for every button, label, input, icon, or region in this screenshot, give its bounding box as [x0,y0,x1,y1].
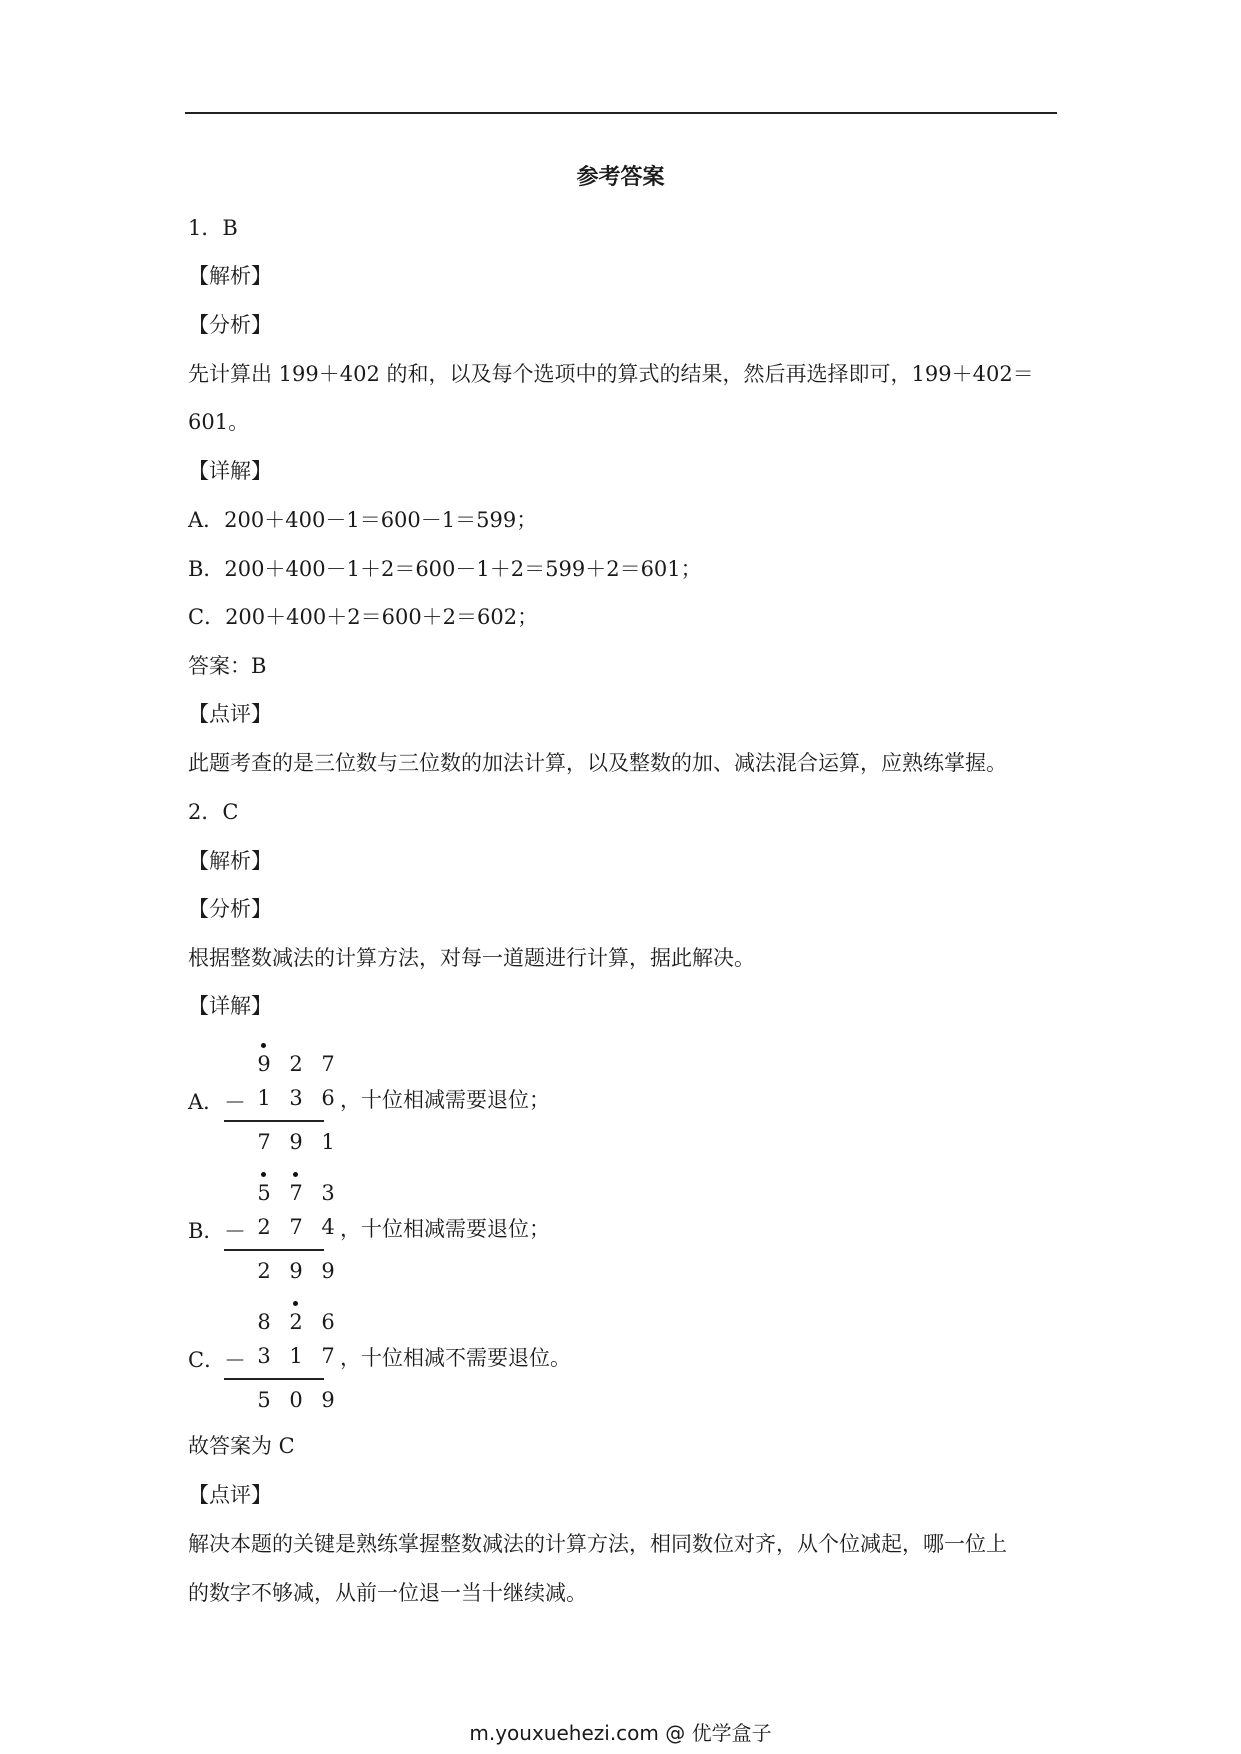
q1-analysis-line-1: 先计算出 199＋402 的和，以及每个选项中的算式的结果，然后再选择即可，199＋402＝ [188,362,1034,386]
calc-a-difference [248,1130,344,1154]
calc-a-label: A． [188,1090,225,1114]
q1-final-answer: 答案：B [188,654,267,678]
digit: 7 [321,1344,335,1368]
digit: 1 [257,1086,271,1110]
calc-c-note: ，十位相减不需要退位。 [340,1346,571,1370]
borrow-dot-digit: 2 [280,1310,312,1334]
q1-dianping-heading: 【点评】 [188,702,272,726]
calc-b-minuend [248,1181,344,1205]
digit: 2 [257,1259,271,1283]
digit: 5 [257,1388,271,1412]
calc-c-label: C． [188,1348,226,1372]
digit: 1 [289,1344,303,1368]
digit: 4 [321,1215,335,1239]
calc-c-minuend [248,1310,344,1334]
calc-a-minuend [248,1052,344,1076]
digit: 6 [321,1086,335,1110]
q1-jiexi-heading: 【解析】 [188,264,272,288]
q2-dianping-heading: 【点评】 [188,1483,272,1507]
calc-c-subtrahend [248,1344,344,1368]
digit: 3 [257,1344,271,1368]
calc-c-result-line [224,1378,324,1380]
digit: 1 [321,1130,335,1154]
q1-detail-a: A．200＋400－1＝600－1＝599； [188,508,538,532]
site-footer: m.youxuehezi.com @ 优学盒子 [469,1721,772,1745]
calc-a-result-line [224,1120,324,1122]
digit: 6 [321,1310,335,1334]
q1-analysis-line-2: 601。 [188,410,250,434]
calc-b-subtrahend [248,1215,344,1239]
q1-xiangjie-heading: 【详解】 [188,459,272,483]
minus-sign: － [224,1091,247,1116]
q1-fenxi-heading: 【分析】 [188,313,272,337]
digit: 2 [257,1215,271,1239]
calc-a-subtrahend [248,1086,344,1110]
q1-comment: 此题考查的是三位数与三位数的加法计算，以及整数的加、减法混合运算，应熟练掌握。 [188,751,1007,775]
vertical-calc-b [188,1177,688,1297]
q2-final-answer: 故答案为 C [188,1434,295,1458]
q1-detail-c: C．200＋400＋2＝600＋2＝602； [188,605,539,629]
calc-c-difference [248,1388,344,1412]
calc-b-difference [248,1259,344,1283]
digit: 9 [321,1259,335,1283]
digit: 9 [289,1130,303,1154]
vertical-calc-a [188,1048,688,1168]
q2-comment-line-1: 解决本题的关键是熟练掌握整数减法的计算方法，相同数位对齐，从个位减起，哪一位上 [188,1532,1007,1556]
borrow-dot-digit: 5 [248,1181,280,1205]
digit: 3 [321,1181,335,1205]
calc-b-note: ，十位相减需要退位； [340,1217,550,1241]
q2-jiexi-heading: 【解析】 [188,849,272,873]
q2-analysis: 根据整数减法的计算方法，对每一道题进行计算，据此解决。 [188,946,755,970]
digit: 9 [321,1388,335,1412]
digit: 7 [257,1130,271,1154]
borrow-dot-digit: 7 [280,1181,312,1205]
q1-detail-b: B．200＋400－1＋2＝600－1＋2＝599＋2＝601； [188,557,702,581]
digit: 2 [289,1052,303,1076]
digit: 3 [289,1086,303,1110]
q2-comment-line-2: 的数字不够减，从前一位退一当十继续减。 [188,1581,587,1605]
header-rule [185,112,1057,114]
minus-sign: － [224,1220,247,1245]
minus-sign: － [224,1349,247,1374]
q1-answer: 1．B [188,216,238,240]
q2-fenxi-heading: 【分析】 [188,897,272,921]
digit: 8 [257,1310,271,1334]
q2-xiangjie-heading: 【详解】 [188,994,272,1018]
digit: 7 [289,1215,303,1239]
digit: 7 [321,1052,335,1076]
q2-answer: 2．C [188,800,239,824]
vertical-calc-c [188,1306,688,1426]
calc-b-result-line [224,1249,324,1251]
calc-a-note: ，十位相减需要退位； [340,1088,550,1112]
digit: 9 [289,1259,303,1283]
calc-b-label: B． [188,1219,225,1243]
digit: 0 [289,1388,303,1412]
borrow-dot-digit: 9 [248,1052,280,1076]
page-title: 参考答案 [576,165,665,190]
